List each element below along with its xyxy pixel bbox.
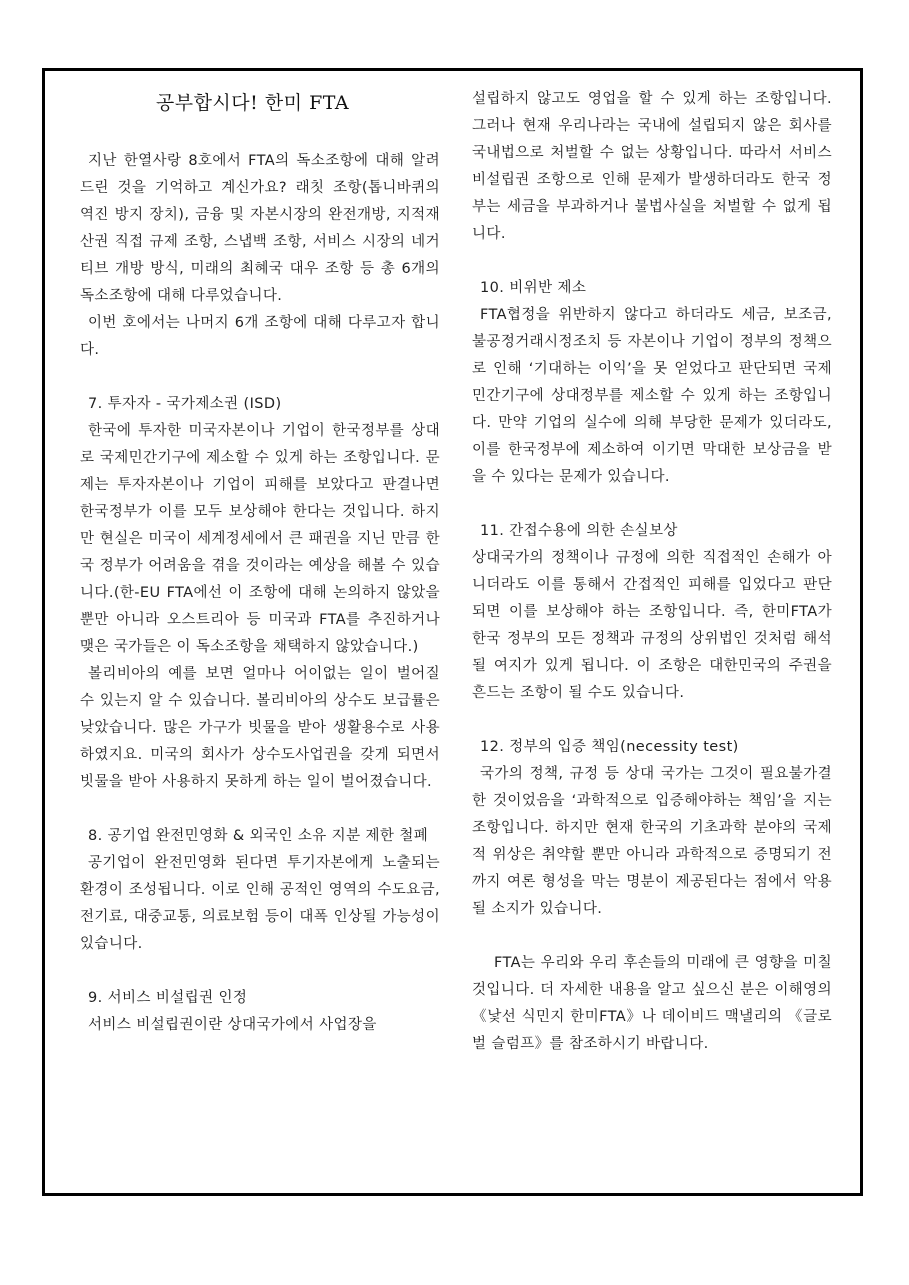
section-11-paragraph-1: 상대국가의 정책이나 규정에 의한 직접적인 손해가 아니더라도 이를 통해서 간접적인 피해를 입었다고 판단되면 이를 보상해야 하는 조항입니다. 즉, 한미FTA가 한국 정부의 모든 정책과 규정의 상위법인 것처럼 해석될 여지가 있게 됩니다. 이 조항은 대한민국의 주권을 흔드는 조항이 될 수도 있습니다. [472, 550, 832, 701]
section-12-paragraph-1: 국가의 정책, 규정 등 상대 국가는 그것이 필요불가결한 것이었음을 ‘과학적으로 입증해야하는 책임’을 지는 조항입니다. 하지만 현재 한국의 기초과학 분야의 국제적 위상은 취약할 뿐만 아니라 과학적으로 증명되기 전까지 여론 형성을 막는 명분이 제공된다는 점에서 악용될 소지가 있습니다. [472, 766, 832, 917]
section-7-paragraph-2: 볼리비아의 예를 보면 얼마나 어이없는 일이 벌어질 수 있는지 알 수 있습니다. 볼리비아의 상수도 보급률은 낮았습니다. 많은 가구가 빗물을 받아 생활용수로 사용하였지요. 미국의 회사가 상수도사업권을 갖게 되면서 빗물을 받아 사용하지 못하게 하는 일이 벌어졌습니다. [80, 666, 440, 790]
section-7-paragraph-1: 한국에 투자한 미국자본이나 기업이 한국정부를 상대로 국제민간기구에 제소할 수 있게 하는 조항입니다. 문제는 투자자본이나 기업이 피해를 보았다고 판결나면 한국정부가 이를 모두 보상해야 한다는 것입니다. 하지만 현실은 미국이 세계정세에서 큰 패권을 지닌 만큼 한국 정부가 어려움을 겪을 것이라는 예상을 해볼 수 있습니다.(한-EU FTA에선 이 조항에 대해 논의하지 않았을 뿐만 아니라 오스트리아 등 미국과 FTA를 추진하거나 맺은 국가들은 이 독소조항을 채택하지 않았습니다.) [80, 423, 440, 655]
right-column [472, 86, 832, 1058]
section-9-heading: 9. 서비스 비설립권 인정 [88, 990, 248, 1006]
section-10-heading: 10. 비위반 제소 [480, 280, 587, 296]
section-9-paragraph-start: 서비스 비설립권이란 상대국가에서 사업장을 [88, 1017, 377, 1033]
closing-paragraph: FTA는 우리와 우리 후손들의 미래에 큰 영향을 미칠 것입니다. 더 자세한 내용을 알고 싶으신 분은 이해영의 《낯선 식민지 한미FTA》나 데이비드 맥낼리의 《글로벌 슬럼프》를 참조하시기 바랍니다. [472, 955, 832, 1052]
left-column [80, 148, 440, 1039]
section-7-heading: 7. 투자자 - 국가제소권 (ISD) [88, 396, 282, 412]
section-9-paragraph-continued: 설립하지 않고도 영업을 할 수 있게 하는 조항입니다. 그러나 현재 우리나라는 국내에 설립되지 않은 회사를 국내법으로 처벌할 수 없는 상황입니다. 따라서 서비스 비설립권 조항으로 인해 문제가 발생하더라도 한국 정부는 세금을 부과하거나 불법사실을 처벌할 수 없게 됩니다. [472, 91, 832, 242]
section-8-heading: 8. 공기업 완전민영화 & 외국인 소유 지분 제한 철폐 [88, 828, 429, 844]
section-10-paragraph-1: FTA협정을 위반하지 않다고 하더라도 세금, 보조금, 불공정거래시정조치 등 자본이나 기업이 정부의 정책으로 인해 ‘기대하는 이익’을 못 얻었다고 판단되면 국제민간기구에 상대정부를 제소할 수 있게 하는 조항입니다. 만약 기업의 실수에 의해 부당한 문제가 있더라도, 이를 한국정부에 제소하여 이기면 막대한 보상금을 받을 수 있다는 문제가 있습니다. [472, 307, 832, 485]
page-title: 공부합시다! 한미 FTA [155, 92, 350, 114]
intro-paragraph-2: 이번 호에서는 나머지 6개 조항에 대해 다루고자 합니다. [80, 315, 440, 358]
intro-paragraph-1: 지난 한열사랑 8호에서 FTA의 독소조항에 대해 알려드린 것을 기억하고 계신가요? 래칫 조항(톱니바퀴의 역진 방지 장치), 금융 및 자본시장의 완전개방, 지적재산권 직접 규제 조항, 스냅백 조항, 서비스 시장의 네거티브 개방 방식, 미래의 최혜국 대우 조항 등 총 6개의 독소조항에 대해 다루었습니다. [80, 153, 440, 304]
section-8-paragraph-1: 공기업이 완전민영화 된다면 투기자본에게 노출되는 환경이 조성됩니다. 이로 인해 공적인 영역의 수도요금, 전기료, 대중교통, 의료보험 등이 대폭 인상될 가능성이 있습니다. [80, 855, 440, 952]
section-11-heading: 11. 간접수용에 의한 손실보상 [480, 523, 678, 539]
section-12-heading: 12. 정부의 입증 책임(necessity test) [480, 739, 739, 755]
